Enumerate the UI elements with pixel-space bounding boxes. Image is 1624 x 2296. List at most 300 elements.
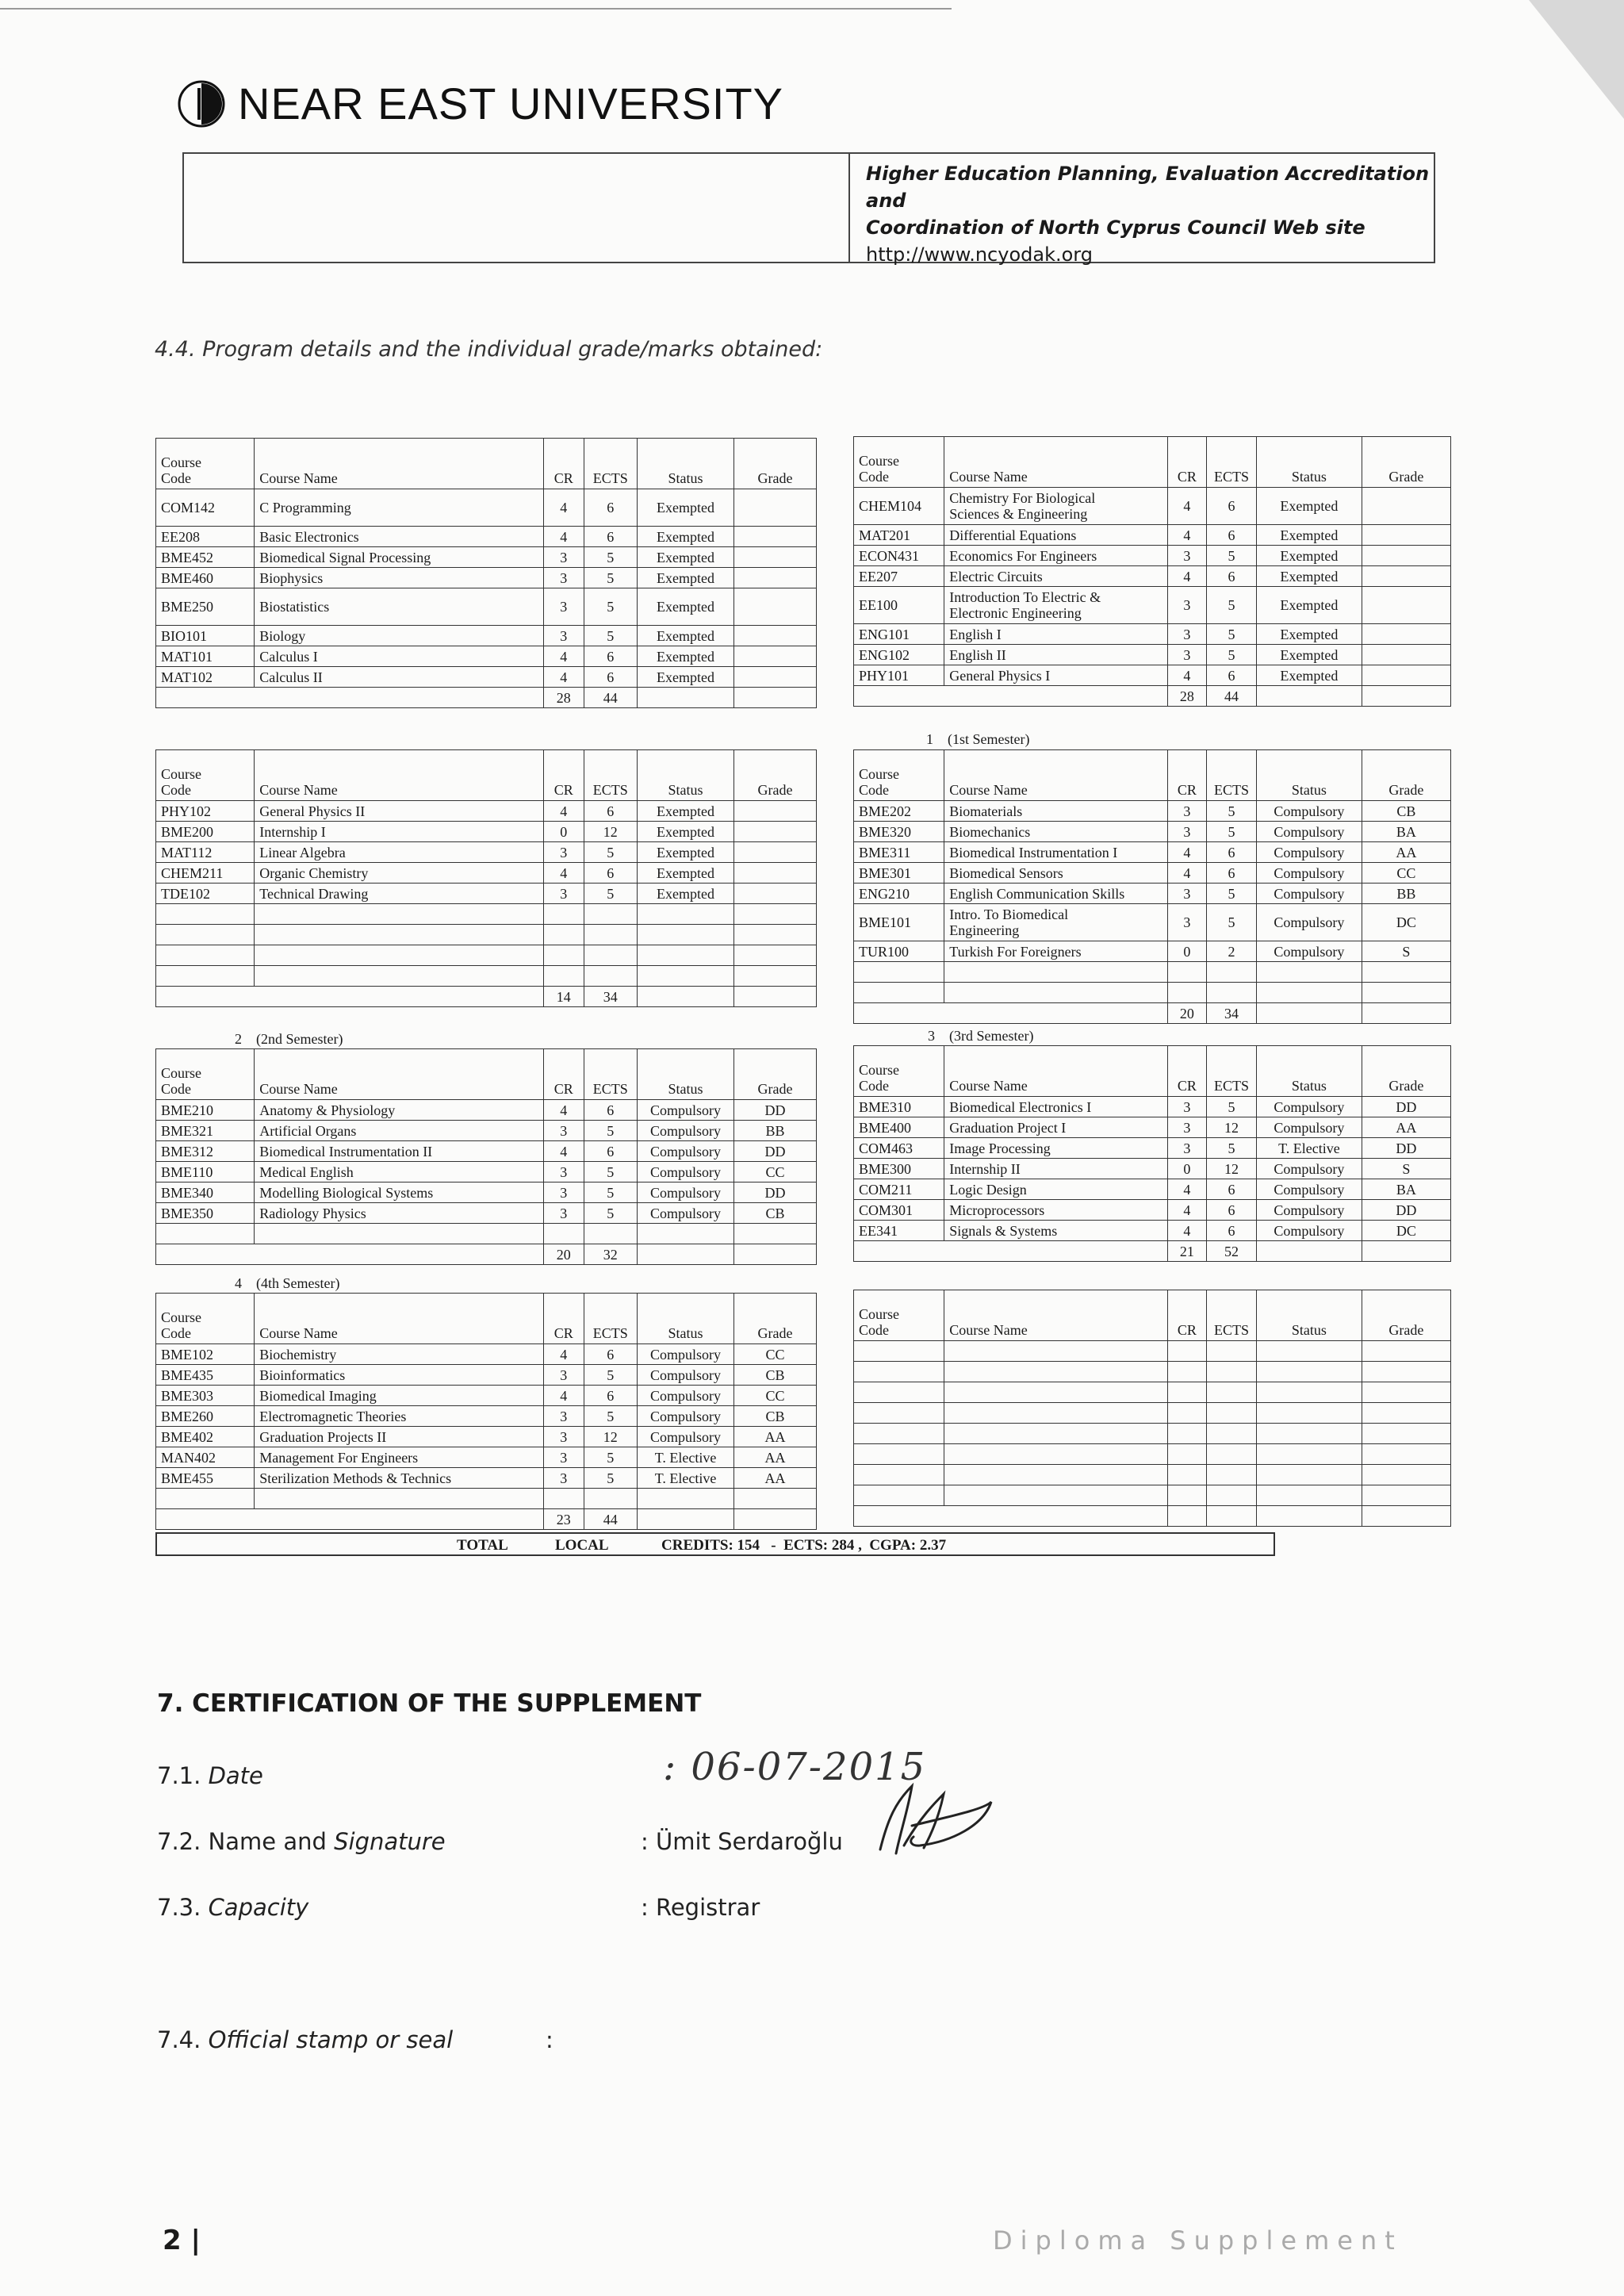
course-cr: 4 <box>1167 842 1206 863</box>
course-cr: 3 <box>543 884 584 904</box>
course-code: EE207 <box>854 566 944 587</box>
course-cr <box>1167 1403 1206 1424</box>
course-ects: 5 <box>1206 822 1256 842</box>
course-name: Medical English <box>255 1162 544 1182</box>
table-row <box>854 1159 1451 1179</box>
course-status: Compulsory <box>1257 822 1362 842</box>
course-cr <box>543 966 584 987</box>
table-row <box>854 665 1451 686</box>
course-name: Microprocessors <box>944 1200 1168 1221</box>
course-status <box>637 945 733 966</box>
course-name <box>255 1224 544 1244</box>
table-row <box>156 1141 817 1162</box>
course-cr: 3 <box>543 1468 584 1489</box>
course-grade: CB <box>734 1203 817 1224</box>
course-cr: 4 <box>543 489 584 527</box>
table-row <box>854 1444 1451 1465</box>
table-row <box>156 1203 817 1224</box>
course-grade: BB <box>1362 884 1450 904</box>
council-url: http://www.ncyodak.org <box>866 243 1093 266</box>
course-grade <box>1362 1382 1450 1403</box>
course-status: Compulsory <box>1257 904 1362 941</box>
course-cr: 3 <box>543 1427 584 1447</box>
table-row <box>156 489 817 527</box>
course-name <box>944 983 1168 1003</box>
course-ects: 5 <box>584 1162 637 1182</box>
course-ects <box>584 904 637 925</box>
table-row <box>156 1121 817 1141</box>
header-ects: ECTS <box>584 439 637 489</box>
course-cr <box>1167 1465 1206 1485</box>
course-name: Biomedical Instrumentation II <box>255 1141 544 1162</box>
table-row <box>156 1162 817 1182</box>
course-name: Biomedical Instrumentation I <box>944 842 1168 863</box>
header-status: Status <box>1257 750 1362 801</box>
course-code: ENG210 <box>854 884 944 904</box>
course-ects <box>1206 983 1256 1003</box>
course-grade <box>1362 1465 1450 1485</box>
course-code <box>156 1489 255 1509</box>
course-status <box>637 966 733 987</box>
course-cr: 3 <box>543 547 584 568</box>
course-code: MAN402 <box>156 1447 255 1468</box>
header-status: Status <box>637 1049 733 1100</box>
header-ects: ECTS <box>1206 750 1256 801</box>
course-ects: 5 <box>584 1182 637 1203</box>
course-code: CHEM211 <box>156 863 255 884</box>
course-cr <box>1167 1444 1206 1465</box>
course-table-semester-2 <box>155 1048 817 1265</box>
university-logo <box>176 78 783 129</box>
total-label: TOTAL <box>457 1537 508 1554</box>
course-ects: 6 <box>584 667 637 688</box>
handwritten-date: : 06-07-2015 <box>663 1745 927 1789</box>
course-name: Biomedical Electronics I <box>944 1097 1168 1117</box>
course-grade <box>734 904 817 925</box>
course-status: Exempted <box>637 568 733 588</box>
header-ects: ECTS <box>584 1294 637 1344</box>
table-row <box>156 1100 817 1121</box>
course-cr: 3 <box>1167 1117 1206 1138</box>
course-status: Compulsory <box>637 1365 733 1386</box>
course-ects <box>584 1224 637 1244</box>
table-row <box>854 1382 1451 1403</box>
course-grade <box>734 547 817 568</box>
total-cr: 28 <box>1167 686 1206 707</box>
capacity-value: : Registrar <box>641 1894 760 1921</box>
course-name: Signals & Systems <box>944 1221 1168 1241</box>
course-code: PHY102 <box>156 801 255 822</box>
course-name <box>944 962 1168 983</box>
table-row <box>156 1344 817 1365</box>
course-name: Biomechanics <box>944 822 1168 842</box>
table-header-row <box>854 437 1451 488</box>
header-course-code <box>156 750 255 801</box>
course-ects <box>1206 962 1256 983</box>
course-status <box>1257 1341 1362 1362</box>
course-code <box>156 925 255 945</box>
semester-3-label: 3 (3rd Semester) <box>928 1028 1034 1044</box>
course-cr: 3 <box>543 626 584 646</box>
course-name: Technical Drawing <box>255 884 544 904</box>
header-course-name: Course Name <box>255 750 544 801</box>
table-row <box>854 488 1451 525</box>
course-name: Radiology Physics <box>255 1203 544 1224</box>
course-status <box>1257 1382 1362 1403</box>
table-row <box>854 941 1451 962</box>
footer-title: Diploma Supplement <box>993 2225 1403 2256</box>
course-name: Linear Algebra <box>255 842 544 863</box>
course-name-line: Intro. To Biomedical <box>949 907 1069 922</box>
course-grade: S <box>1362 1159 1450 1179</box>
course-ects: 12 <box>1206 1159 1256 1179</box>
header-ects: ECTS <box>584 1049 637 1100</box>
table-row <box>854 1117 1451 1138</box>
course-grade: DD <box>1362 1200 1450 1221</box>
course-ects: 6 <box>584 1344 637 1365</box>
header-cr: CR <box>543 750 584 801</box>
course-name: English Communication Skills <box>944 884 1168 904</box>
course-status: Compulsory <box>637 1162 733 1182</box>
course-code: BME260 <box>156 1406 255 1427</box>
course-code: PHY101 <box>854 665 944 686</box>
course-cr <box>1167 962 1206 983</box>
table-total-row <box>156 987 817 1007</box>
table-row <box>854 1097 1451 1117</box>
course-ects: 5 <box>1206 801 1256 822</box>
table-row <box>156 842 817 863</box>
header-course-code <box>156 439 255 489</box>
course-cr: 3 <box>1167 645 1206 665</box>
course-grade: AA <box>734 1468 817 1489</box>
total-grade-blank <box>1362 1003 1450 1024</box>
course-code: BME110 <box>156 1162 255 1182</box>
course-ects: 12 <box>1206 1117 1256 1138</box>
course-cr: 3 <box>543 1182 584 1203</box>
header-course-code-line-1: Course <box>859 766 899 782</box>
course-grade <box>734 1224 817 1244</box>
course-name: Modelling Biological Systems <box>255 1182 544 1203</box>
header-cr: CR <box>543 439 584 489</box>
course-status: Exempted <box>637 489 733 527</box>
course-name <box>944 587 1168 624</box>
table-row <box>854 645 1451 665</box>
table-row <box>854 546 1451 566</box>
course-code: MAT112 <box>156 842 255 863</box>
course-grade: DC <box>1362 1221 1450 1241</box>
course-grade: CC <box>734 1162 817 1182</box>
course-ects: 6 <box>584 1100 637 1121</box>
header-course-name: Course Name <box>944 750 1168 801</box>
course-ects <box>1206 1382 1256 1403</box>
course-grade: AA <box>734 1427 817 1447</box>
header-course-code-line-1: Course <box>161 454 201 470</box>
total-cr: 14 <box>543 987 584 1007</box>
course-ects: 5 <box>584 884 637 904</box>
course-code <box>156 945 255 966</box>
course-name: Graduation Projects II <box>255 1427 544 1447</box>
table-row <box>854 863 1451 884</box>
course-ects: 5 <box>584 1121 637 1141</box>
course-cr: 4 <box>543 527 584 547</box>
course-status: Compulsory <box>1257 884 1362 904</box>
table-row <box>854 1485 1451 1506</box>
table-row <box>156 1489 817 1509</box>
course-name: Calculus I <box>255 646 544 667</box>
header-status: Status <box>637 1294 733 1344</box>
header-grade: Grade <box>1362 1046 1450 1097</box>
course-cr: 4 <box>1167 488 1206 525</box>
course-name: Biomedical Signal Processing <box>255 547 544 568</box>
course-code: COM211 <box>854 1179 944 1200</box>
course-cr: 3 <box>543 1121 584 1141</box>
course-cr: 3 <box>543 1203 584 1224</box>
total-cr: 20 <box>1167 1003 1206 1024</box>
course-cr <box>543 945 584 966</box>
header-course-code-line-2: Code <box>161 470 191 486</box>
table-row <box>854 624 1451 645</box>
header-course-code <box>854 750 944 801</box>
table-row <box>854 525 1451 546</box>
course-table-empty <box>853 1290 1451 1527</box>
course-status <box>1257 1465 1362 1485</box>
course-cr <box>1167 1485 1206 1506</box>
course-name-line: Introduction To Electric & <box>949 589 1101 605</box>
course-status: Exempted <box>1257 488 1362 525</box>
table-total-row <box>854 1241 1451 1262</box>
registrar-name: : Ümit Serdaroğlu <box>641 1828 843 1855</box>
course-status: Exempted <box>637 801 733 822</box>
course-name: Biomedical Sensors <box>944 863 1168 884</box>
course-grade <box>1362 1341 1450 1362</box>
course-status: Exempted <box>1257 525 1362 546</box>
course-status <box>1257 983 1362 1003</box>
total-ects: 44 <box>1206 686 1256 707</box>
course-name: Biology <box>255 626 544 646</box>
course-code: BME303 <box>156 1386 255 1406</box>
semester-2-label: 2 (2nd Semester) <box>235 1031 343 1047</box>
course-name: Bioinformatics <box>255 1365 544 1386</box>
course-grade <box>1362 525 1450 546</box>
table-row <box>156 1406 817 1427</box>
total-grade-blank <box>1362 1506 1450 1527</box>
course-ects <box>1206 1485 1256 1506</box>
table-row <box>156 547 817 568</box>
course-grade <box>1362 624 1450 645</box>
page-number: 2 | <box>163 2225 201 2256</box>
header-ects: ECTS <box>1206 437 1256 488</box>
course-status <box>637 925 733 945</box>
course-table-exempted-2 <box>853 436 1451 707</box>
header-course-name: Course Name <box>255 439 544 489</box>
course-code <box>854 1444 944 1465</box>
course-code <box>854 983 944 1003</box>
total-grade-blank <box>734 688 817 708</box>
course-ects: 5 <box>1206 1097 1256 1117</box>
course-grade: BA <box>1362 1179 1450 1200</box>
course-code: EE100 <box>854 587 944 624</box>
course-ects: 6 <box>584 646 637 667</box>
course-cr: 4 <box>543 1344 584 1365</box>
course-cr <box>543 904 584 925</box>
header-cr: CR <box>1167 750 1206 801</box>
total-cr: 21 <box>1167 1241 1206 1262</box>
course-grade <box>734 884 817 904</box>
table-row <box>156 588 817 626</box>
course-name <box>944 1485 1168 1506</box>
course-grade <box>734 568 817 588</box>
total-ects <box>1206 1506 1256 1527</box>
header-course-code-line-1: Course <box>161 1065 201 1081</box>
course-name: Biophysics <box>255 568 544 588</box>
course-grade: DD <box>1362 1097 1450 1117</box>
course-cr: 3 <box>543 1447 584 1468</box>
course-ects: 6 <box>1206 525 1256 546</box>
total-blank <box>854 1003 1168 1024</box>
header-cr: CR <box>543 1049 584 1100</box>
header-grade: Grade <box>1362 1290 1450 1341</box>
course-name <box>944 1444 1168 1465</box>
table-total-row <box>156 1509 817 1530</box>
course-code: COM301 <box>854 1200 944 1221</box>
course-name: Turkish For Foreigners <box>944 941 1168 962</box>
header-cr: CR <box>1167 1290 1206 1341</box>
course-grade <box>1362 962 1450 983</box>
total-grade-blank <box>734 1244 817 1265</box>
course-code: BME460 <box>156 568 255 588</box>
course-grade <box>1362 1362 1450 1382</box>
course-grade <box>734 527 817 547</box>
total-blank <box>854 1241 1168 1262</box>
course-status: Compulsory <box>1257 801 1362 822</box>
course-status <box>1257 1362 1362 1382</box>
course-name <box>944 1341 1168 1362</box>
header-grade: Grade <box>734 1049 817 1100</box>
course-grade <box>1362 546 1450 566</box>
course-name <box>944 1465 1168 1485</box>
stamp-value: : <box>546 2026 553 2053</box>
course-ects <box>584 945 637 966</box>
course-cr <box>543 1489 584 1509</box>
course-ects: 6 <box>1206 488 1256 525</box>
total-ects: 44 <box>584 1509 637 1530</box>
course-status: T. Elective <box>637 1468 733 1489</box>
course-code: ECON431 <box>854 546 944 566</box>
course-status: Compulsory <box>637 1203 733 1224</box>
course-grade <box>1362 645 1450 665</box>
table-row <box>854 1138 1451 1159</box>
course-name <box>255 904 544 925</box>
course-grade: AA <box>734 1447 817 1468</box>
course-code <box>854 1403 944 1424</box>
course-code <box>854 1341 944 1362</box>
course-ects: 6 <box>1206 566 1256 587</box>
table-total-row <box>854 1003 1451 1024</box>
total-ects: 44 <box>584 688 637 708</box>
header-cr: CR <box>1167 437 1206 488</box>
course-ects <box>1206 1465 1256 1485</box>
header-course-name: Course Name <box>255 1294 544 1344</box>
course-ects: 6 <box>1206 1200 1256 1221</box>
course-grade <box>734 801 817 822</box>
course-ects: 12 <box>584 822 637 842</box>
course-cr <box>1167 1341 1206 1362</box>
table-row <box>854 1200 1451 1221</box>
course-status: Compulsory <box>1257 1221 1362 1241</box>
course-cr: 4 <box>543 1141 584 1162</box>
course-name <box>255 925 544 945</box>
course-name: Biochemistry <box>255 1344 544 1365</box>
total-summary <box>155 1532 1275 1556</box>
course-ects: 5 <box>584 568 637 588</box>
course-grade: CB <box>734 1365 817 1386</box>
course-grade: S <box>1362 941 1450 962</box>
header-course-code-line-1: Course <box>161 1309 201 1325</box>
table-row <box>854 566 1451 587</box>
course-ects <box>584 1489 637 1509</box>
course-status: Exempted <box>637 842 733 863</box>
table-header-row <box>854 1290 1451 1341</box>
table-row <box>156 1447 817 1468</box>
course-code: BME340 <box>156 1182 255 1203</box>
course-ects: 5 <box>584 547 637 568</box>
course-grade: CC <box>734 1344 817 1365</box>
course-status: Compulsory <box>1257 1117 1362 1138</box>
header-grade: Grade <box>1362 750 1450 801</box>
capacity-label: 7.3. Capacity <box>157 1894 309 1921</box>
course-status <box>1257 962 1362 983</box>
course-cr <box>1167 1382 1206 1403</box>
total-status-blank <box>637 1244 733 1265</box>
course-cr: 4 <box>543 667 584 688</box>
table-header-row <box>156 1049 817 1100</box>
course-ects: 5 <box>584 1468 637 1489</box>
course-code: BME435 <box>156 1365 255 1386</box>
course-code <box>156 904 255 925</box>
course-ects: 6 <box>584 1141 637 1162</box>
course-name: Differential Equations <box>944 525 1168 546</box>
course-status: Compulsory <box>1257 1179 1362 1200</box>
table-row <box>156 904 817 925</box>
course-grade: DD <box>734 1141 817 1162</box>
header-course-code-line-2: Code <box>859 1322 889 1338</box>
course-status: Exempted <box>637 863 733 884</box>
course-code <box>854 1465 944 1485</box>
table-row <box>854 587 1451 624</box>
header-cr: CR <box>543 1294 584 1344</box>
course-cr: 4 <box>1167 1200 1206 1221</box>
course-code: BME312 <box>156 1141 255 1162</box>
course-status: Exempted <box>637 667 733 688</box>
local-label: LOCAL <box>555 1537 609 1554</box>
course-status: Exempted <box>1257 645 1362 665</box>
header-course-code-line-1: Course <box>859 453 899 469</box>
course-code <box>156 966 255 987</box>
table-row <box>156 1224 817 1244</box>
course-grade <box>734 667 817 688</box>
total-grade-blank <box>734 987 817 1007</box>
table-row <box>854 1424 1451 1444</box>
course-code <box>854 1424 944 1444</box>
course-ects: 5 <box>1206 624 1256 645</box>
table-row <box>156 801 817 822</box>
course-grade <box>1362 1444 1450 1465</box>
course-status: Exempted <box>1257 587 1362 624</box>
total-ects: 52 <box>1206 1241 1256 1262</box>
table-row <box>854 1179 1451 1200</box>
course-status <box>637 1224 733 1244</box>
total-grade-blank <box>734 1509 817 1530</box>
